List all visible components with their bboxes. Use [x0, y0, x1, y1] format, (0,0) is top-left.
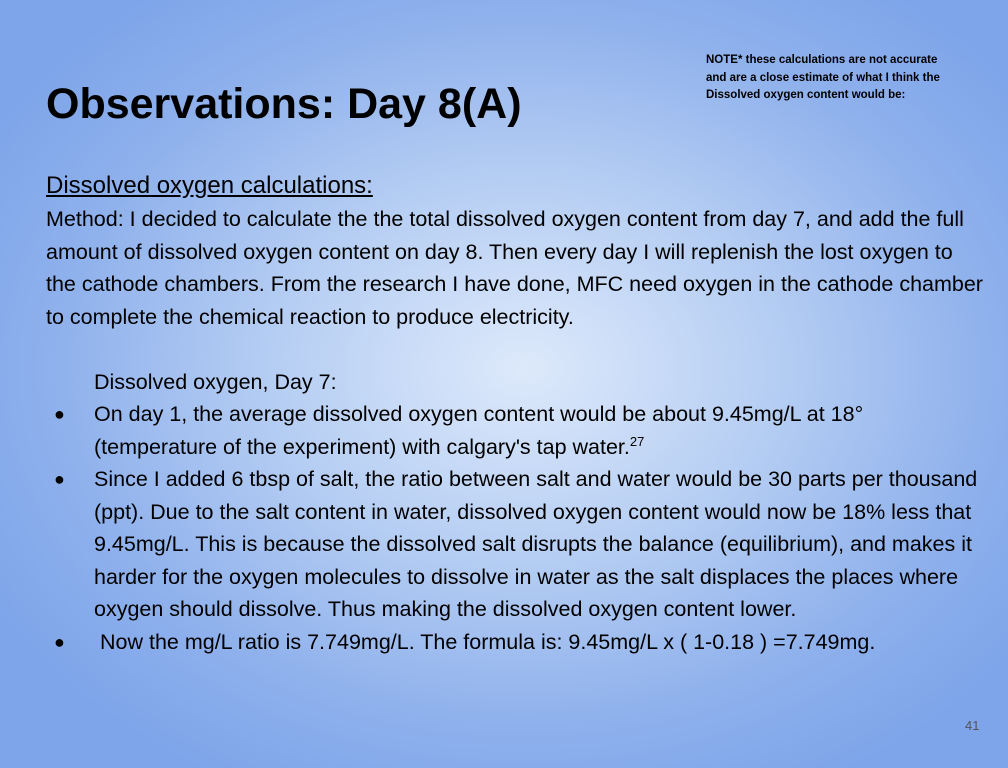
bullet-icon: ●	[54, 469, 65, 489]
bullet-text: Since I added 6 tbsp of salt, the ratio between salt and water would be 30 parts per thousand (ppt). Due to the salt content in water, dissolved oxygen content would now be 18% less that 9.45mg/L. This is because the dissolved salt disrupts the balance (equilibrium), and makes it harder for the oxygen molecules to dissolve in water as the salt displaces the places where oxygen should dissolve. Thus making the dissolved oxygen content lower.	[94, 467, 978, 621]
list-item	[46, 398, 986, 463]
list-item	[46, 626, 986, 659]
section-heading: Dissolved oxygen calculations:	[46, 172, 373, 199]
list-item	[46, 463, 986, 626]
citation-superscript: 27	[629, 433, 645, 449]
bullet-list	[46, 398, 986, 658]
note-text: NOTE* these calculations are not accurate and are a close estimate of what I think the Dissolved oxygen content would be:	[706, 54, 940, 101]
method-paragraph: Method: I decided to calculate the the total dissolved oxygen content from day 7, and add the full amount of dissolved oxygen content on day 8. Then every day I will replenish the lost oxygen to the cathode chambers. From the research I have done, MFC need oxygen in the cathode chamber to complete the chemical reaction to produce electricity.	[46, 207, 983, 329]
slide-title: Observations: Day 8(A)	[46, 80, 522, 128]
slide-body	[46, 169, 986, 658]
bullet-icon: ●	[54, 631, 65, 652]
list-heading: Dissolved oxygen, Day 7:	[94, 369, 337, 394]
bullet-text: Now the mg/L ratio is 7.749mg/L. The formula is: 9.45mg/L x ( 1-0.18 ) =7.749mg.	[94, 629, 876, 654]
page-number: 41	[965, 718, 980, 733]
blank-line	[46, 333, 986, 366]
bullet-icon: ●	[54, 404, 65, 424]
bullet-text: On day 1, the average dissolved oxygen content would be about 9.45mg/L at 18° (temperature of the experiment) with calgary's tap water.	[94, 402, 864, 459]
